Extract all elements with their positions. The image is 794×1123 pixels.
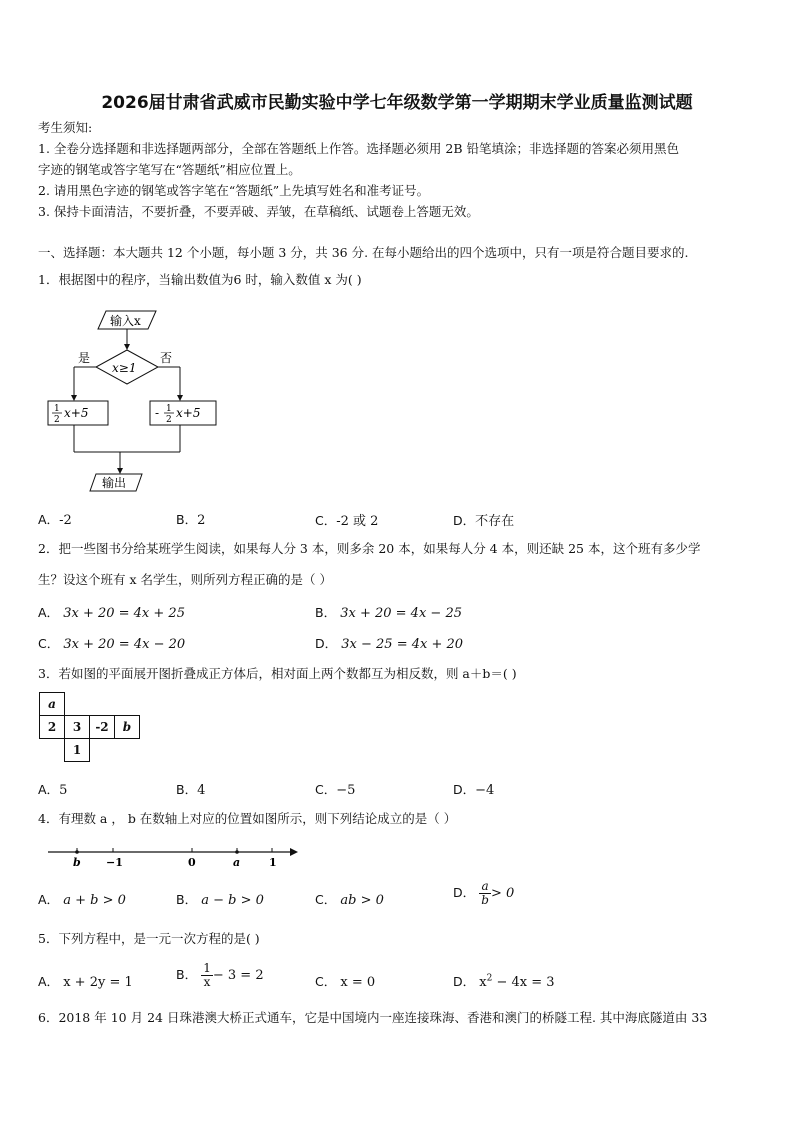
net-cell-b: b <box>115 716 140 739</box>
q6-stem: 6．2018 年 10 月 24 日珠港澳大桥正式通车，它是中国境内一座连接珠海、香港和澳门的桥隧工程. 其中海底隧道由 33 <box>38 1010 708 1025</box>
q3-d-label: D． <box>453 782 476 797</box>
q1-c-text: -2 或 2 <box>336 514 379 529</box>
right-expr: x+5 <box>176 406 201 420</box>
q3-c-text: −5 <box>336 783 356 798</box>
q2-b-text: 3x + 20 = 4x − 25 <box>340 606 462 621</box>
q2-option-b <box>315 603 462 621</box>
left-frac-num: 1 <box>54 404 60 414</box>
q5-b-label: B． <box>176 967 198 982</box>
q5-b-fraction <box>201 962 213 989</box>
q3-option-b <box>176 780 205 798</box>
axis-label-minus1: −1 <box>106 856 123 869</box>
q4-number-line <box>38 838 308 870</box>
q3-c-label: C． <box>315 782 337 797</box>
q3-d-text: −4 <box>475 783 495 798</box>
net-cell-minus2: -2 <box>90 716 115 739</box>
right-frac-den: 2 <box>166 415 172 425</box>
q2-b-label: B． <box>315 605 337 620</box>
q2-c-text: 3x + 20 = 4x − 20 <box>63 637 186 652</box>
q5-stem: 5．下列方程中，是一元一次方程的是( ) <box>38 931 260 946</box>
q5-d-base: x <box>479 975 487 990</box>
q3-b-label: B． <box>176 782 198 797</box>
net-cell-a: a <box>40 693 65 716</box>
axis-label-0: 0 <box>188 856 196 869</box>
right-sign: - <box>155 406 160 420</box>
q2-stem-line1: 2．把一些图书分给某班学生阅读，如果每人分 3 本，则多余 20 本，如果每人分 4 本，则还缺 25 本，这个班有多少学 <box>38 541 701 556</box>
page-title: 2026届甘肃省武威市民勤实验中学七年级数学第一学期期末学业质量监测试题 <box>101 93 693 113</box>
q4-d-fraction <box>479 880 491 907</box>
q1-option-a <box>38 510 72 528</box>
axis-arrow <box>290 848 298 856</box>
q2-option-c <box>38 634 185 652</box>
q4-option-a <box>38 890 126 908</box>
q4-b-label: B． <box>176 892 198 907</box>
q4-c-label: C． <box>315 892 337 907</box>
q1-a-label: A． <box>38 512 60 527</box>
q4-option-b <box>176 890 264 908</box>
q5-c-text: x = 0 <box>340 975 376 990</box>
q5-option-a <box>38 972 133 990</box>
q4-d-den: b <box>481 893 489 907</box>
q3-a-label: A． <box>38 782 60 797</box>
q5-a-text: x + 2y = 1 <box>63 975 133 990</box>
q5-option-c <box>315 972 375 990</box>
no-label: 否 <box>160 351 173 365</box>
q1-b-text: 2 <box>197 513 206 528</box>
q2-option-d <box>315 634 463 652</box>
q3-cube-net <box>39 692 140 762</box>
net-cell-1: 1 <box>65 739 90 762</box>
q3-option-c <box>315 780 355 798</box>
left-expr: x+5 <box>64 406 89 420</box>
condition-label: x≥1 <box>112 361 137 375</box>
notice-item-1-cont: 字迹的钢笔或答字笔写在“答题纸”相应位置上。 <box>38 162 301 177</box>
q1-a-text: -2 <box>59 513 72 528</box>
q5-option-d <box>453 972 555 990</box>
q2-a-text: 3x + 20 = 4x + 25 <box>63 606 185 621</box>
q4-d-num: a <box>479 880 491 894</box>
q1-flowchart <box>38 300 238 500</box>
q5-b-rest: − 3 = 2 <box>212 968 264 983</box>
q5-c-label: C． <box>315 974 337 989</box>
net-cell-2: 2 <box>40 716 65 739</box>
q2-a-label: A． <box>38 605 60 620</box>
q4-b-text: a − b > 0 <box>201 893 264 908</box>
notice-item-1: 1. 全卷分选择题和非选择题两部分，全部在答题纸上作答。选择题必须用 2B 铅笔填涂；非选择题的答案必须用黑色 <box>38 141 679 156</box>
q3-a-text: 5 <box>59 783 68 798</box>
q5-b-num: 1 <box>203 961 211 975</box>
q5-option-b <box>176 962 264 989</box>
q1-c-label: C． <box>315 513 337 528</box>
q4-option-c <box>315 890 384 908</box>
q1-option-d <box>453 510 514 529</box>
left-frac-den: 2 <box>54 415 60 425</box>
notice-header: 考生须知: <box>38 120 93 135</box>
q1-stem: 1．根据图中的程序，当输出数值为6 时，输入数值 x 为( ) <box>38 272 362 287</box>
q4-d-rest: > 0 <box>490 886 515 901</box>
q2-d-label: D． <box>315 636 338 651</box>
q4-stem: 4．有理数 a ， b 在数轴上对应的位置如图所示，则下列结论成立的是（ ） <box>38 811 457 826</box>
q3-stem: 3．若如图的平面展开图折叠成正方体后，相对面上两个数都互为相反数，则 a＋b＝( ) <box>38 666 517 681</box>
q2-c-label: C． <box>38 636 60 651</box>
yes-label: 是 <box>78 351 91 365</box>
q2-option-a <box>38 603 185 621</box>
q4-d-label: D． <box>453 885 476 900</box>
q4-a-text: a + b > 0 <box>63 893 126 908</box>
q3-b-text: 4 <box>197 783 206 798</box>
q5-d-exponent: 2 <box>486 973 493 984</box>
output-label: 输出 <box>102 476 127 490</box>
q3-option-d <box>453 780 494 798</box>
net-cell-3: 3 <box>65 716 90 739</box>
q4-option-d <box>453 880 514 907</box>
q5-d-rest: − 4x = 3 <box>492 975 555 990</box>
q4-c-text: ab > 0 <box>340 893 384 908</box>
notice-item-3: 3. 保持卡面清洁，不要折叠，不要弄破、弄皱，在草稿纸、试题卷上答题无效。 <box>38 204 479 219</box>
q5-b-den: x <box>203 975 211 989</box>
q5-a-label: A． <box>38 974 60 989</box>
q2-stem-line2: 生？设这个班有 x 名学生，则所列方程正确的是（ ） <box>38 572 332 587</box>
q1-b-label: B． <box>176 512 198 527</box>
input-label: 输入x <box>110 314 141 328</box>
notice-item-2: 2. 请用黑色字迹的钢笔或答字笔在“答题纸”上先填写姓名和准考证号。 <box>38 183 430 198</box>
q1-d-text: 不存在 <box>475 514 515 529</box>
section-heading: 一、选择题：本大题共 12 个小题，每小题 3 分，共 36 分. 在每小题给出的四个选项中，只有一项是符合题目要求的. <box>38 245 689 260</box>
q1-d-label: D． <box>453 513 476 528</box>
q4-a-label: A． <box>38 892 60 907</box>
q3-option-a <box>38 780 67 798</box>
axis-label-1: 1 <box>269 856 277 869</box>
q5-d-label: D． <box>453 974 476 989</box>
q1-option-c <box>315 510 378 529</box>
axis-label-a: a <box>233 856 241 869</box>
q1-option-b <box>176 510 205 528</box>
q2-d-text: 3x − 25 = 4x + 20 <box>341 637 464 652</box>
right-frac-num: 1 <box>166 404 172 414</box>
axis-label-b: b <box>73 856 81 869</box>
